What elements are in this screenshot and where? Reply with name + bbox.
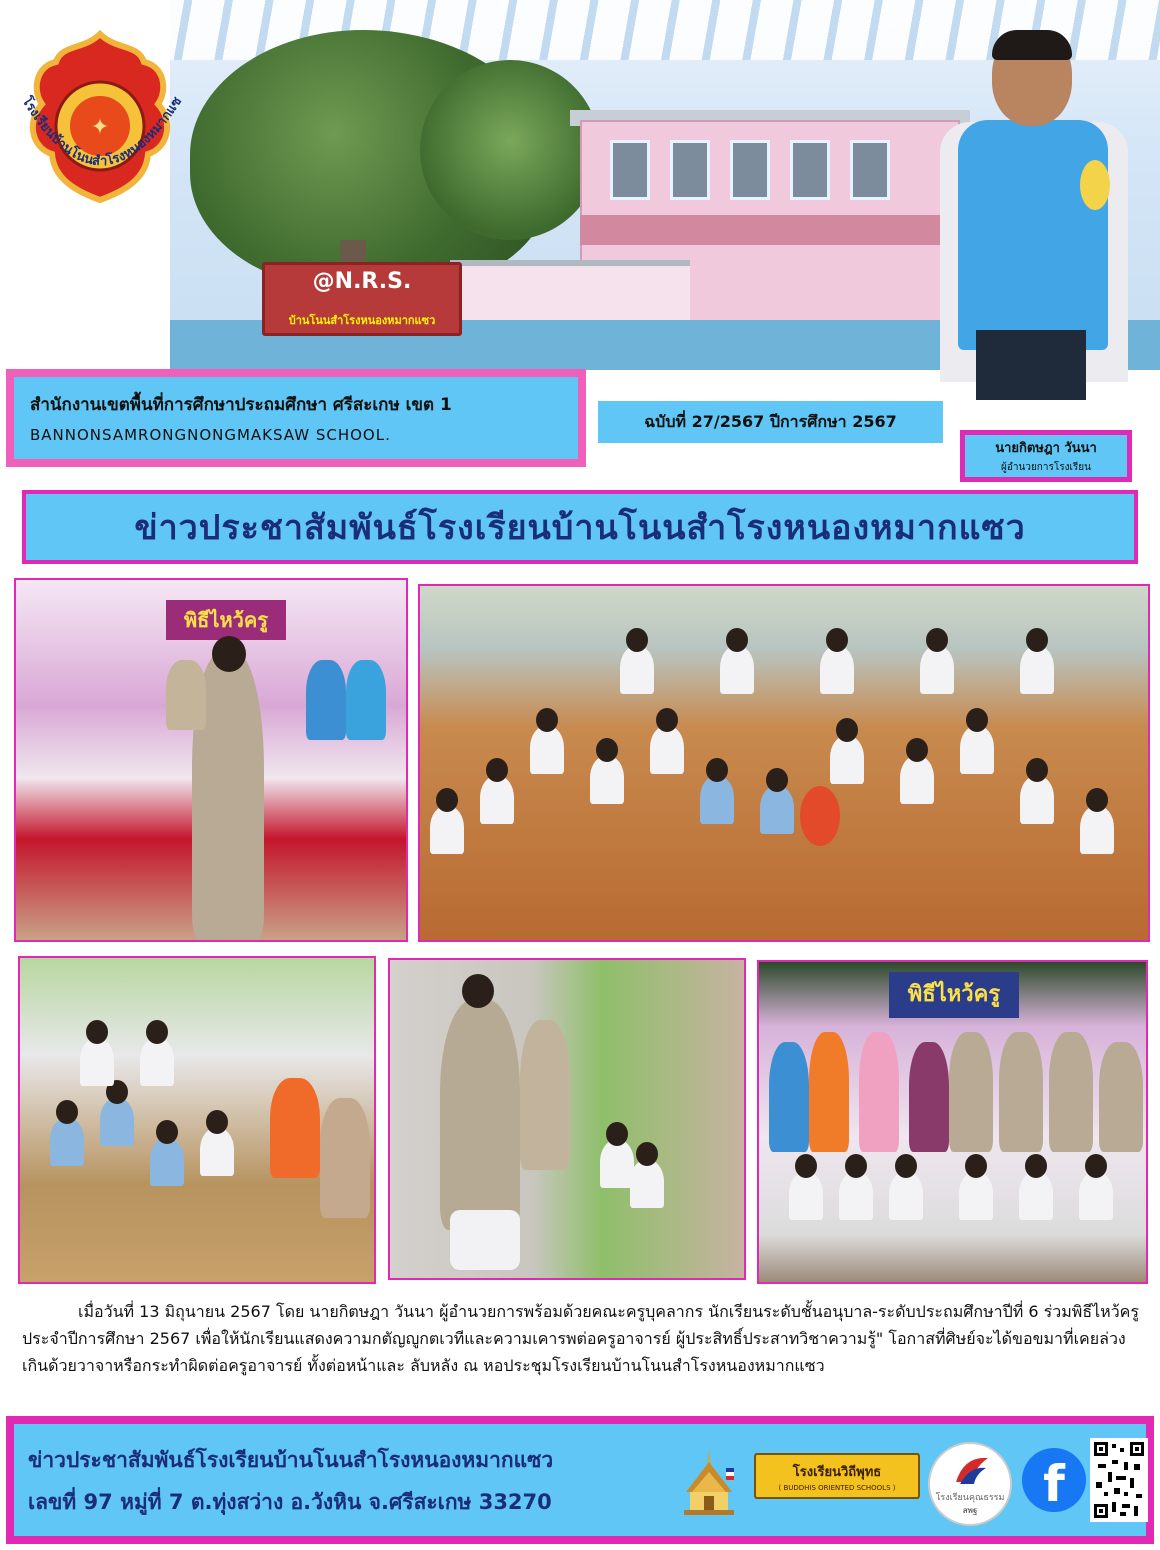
bos-label: โรงเรียนวิถีพุทธ [792, 1465, 882, 1480]
sign-line1: @N.R.S. [312, 269, 412, 294]
photo5-ceremony-banner: พิธีไหว้ครู [889, 972, 1019, 1018]
news-title-box [22, 490, 1138, 564]
issue-number: ฉบับที่ 27/2567 ปีการศึกษา 2567 [598, 401, 943, 443]
footer-address: เลขที่ 97 หมู่ที่ 7 ต.ทุ่งสว่าง อ.วังหิน จ.ศรีสะเกษ 33270 [28, 1490, 552, 1514]
buddhist-oriented-school-badge [754, 1453, 920, 1499]
bos-sublabel: ( BUDDHIS ORIENTED SCHOOLS ) [778, 1484, 896, 1492]
director-name: นายกิตษฎา วันนา [995, 441, 1097, 456]
office-name: สำนักงานเขตพื้นที่การศึกษาประถมศึกษา ศรีสะเกษ เขต 1 [30, 395, 452, 415]
moral-school-logo [928, 1442, 1012, 1526]
director-role: ผู้อำนวยการโรงเรียน [1001, 462, 1091, 473]
footer-box [6, 1416, 1154, 1544]
director-caption [960, 430, 1132, 482]
school-name-en: BANNONSAMRONGNONGMAKSAW SCHOOL. [30, 426, 391, 444]
photo-students-paying-respect [388, 958, 746, 1280]
svg-text:✦: ✦ [90, 115, 110, 140]
temple-icon [682, 1448, 736, 1518]
svg-text:โรงเรียนบ้านโนนสำโรงหนองหมากแซ [12, 80, 185, 169]
logo-caption: โรงเรียนบ้านโนนสำโรงหนองหมากแซ [18, 94, 186, 170]
facebook-icon[interactable]: f [1022, 1448, 1086, 1512]
photo-students-seated [418, 584, 1150, 942]
office-info-box [6, 369, 586, 467]
footer-title: ข่าวประชาสัมพันธ์โรงเรียนบ้านโนนสำโรงหนองหมากแซว [28, 1448, 554, 1472]
photo1-ceremony-banner: พิธีไหว้ครู [166, 600, 286, 640]
sign-line2: บ้านโนนสำโรงหนองหมากแซว [288, 314, 436, 327]
photo-students-lining-up [18, 956, 376, 1284]
article-body: เมื่อวันที่ 13 มิถุนายน 2567 โดย นายกิตษฎา วันนา ผู้อำนวยการพร้อมด้วยคณะครูบุคลากร นักเรียนระดับชั้นอนุบาล-ระดับประถมศึกษาปีที่ 6 ร่วมพิธีไหว้ครูประจำปีการศึกษา 2567 เพื่อให้นักเรียนแสดงความกตัญญูกตเวทีและความเคารพต่อครูอาจารย์ ผู้ประสิทธิ์ประสาทวิชาความรู้" โอกาสที่ศิษย์จะได้ขอขมาที่เคยล่วงเกินด้วยวาจาหรือกระทำผิดต่อครูอาจารย์ ทั้งต่อหน้าและ ลับหลัง ณ หอประชุมโรงเรียนบ้านโนนสำโรงหนองหมากแซว [22, 1302, 1139, 1375]
photo-group-photo [757, 960, 1148, 1284]
moral-school-sublabel: สพฐ [962, 1506, 978, 1515]
news-title: ข่าวประชาสัมพันธ์โรงเรียนบ้านโนนสำโรงหนองหมากแซว [26, 494, 1134, 560]
qr-code-icon[interactable] [1090, 1438, 1148, 1522]
photo-director-speaking [14, 578, 408, 942]
school-sign [262, 262, 462, 336]
moral-school-label: โรงเรียนคุณธรรม [935, 1493, 1005, 1503]
obec-logo [18, 30, 186, 208]
director-portrait [930, 30, 1130, 430]
